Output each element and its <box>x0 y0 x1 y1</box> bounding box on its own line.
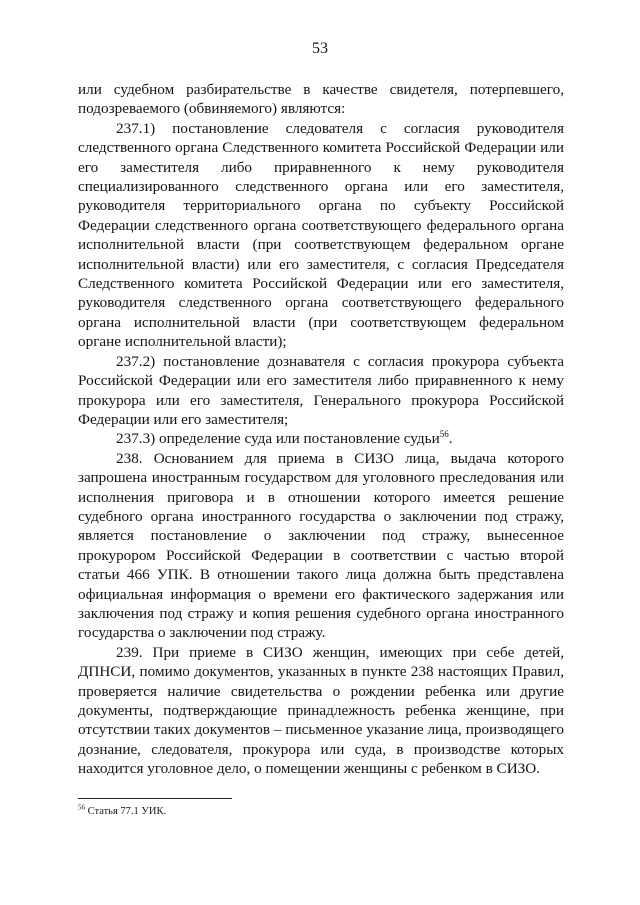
page-number: 53 <box>312 40 328 57</box>
footnote-divider <box>78 798 232 799</box>
footnote-number: 56 <box>78 803 85 812</box>
paragraph-237-3 <box>78 429 564 448</box>
paragraph-237-3-end: . <box>448 430 453 448</box>
paragraph-238: 238. Основанием для приема в СИЗО лица, выдача которого запрошена иностранным государством для уголовного преследования или исполнения приговора и в отношении которого имеется решение судебного органа иностранного государства о заключении под стражу, является постановление о заключении под стражу, вынесенное прокурором Российской Федерации в соответствии с частью второй статьи 466 УПК. В отношении такого лица должна быть представлена официальная информация о времени его фактического задержания или заключения под стражу и копия решения судебного органа иностранного государства о заключении под стражу. <box>78 449 564 642</box>
footnote-reference[interactable]: 56 <box>439 429 449 440</box>
paragraph-intro: или судебном разбирательстве в качестве свидетеля, потерпевшего, подозреваемого (обвиняемого) являются: <box>78 81 564 118</box>
paragraph-237-3-text: 237.3) определение суда или постановление судьи <box>116 430 440 448</box>
paragraph-239: 239. При приеме в СИЗО женщин, имеющих при себе детей, ДПНСИ, помимо документов, указанных в пункте 238 настоящих Правил, проверяется наличие свидетельства о рождении ребенка или другие документы, подтверждающие принадлежность ребенка женщине, при отсутствии таких документов – письменное указание лица, производящего дознание, следователя, прокурора или суда, в производстве которых находится уголовное дело, о помещении женщины с ребенком в СИЗО. <box>78 643 564 778</box>
paragraph-237-2: 237.2) постановление дознавателя с согласия прокурора субъекта Российской Федерации или его заместителя либо приравненного к нему прокурора или его заместителя, Генерального прокурора Российской Федерации или его заместителя; <box>78 352 564 428</box>
footnote-text: Статья 77.1 УИК. <box>85 806 167 817</box>
body-text <box>78 80 564 779</box>
footnote <box>78 805 166 818</box>
paragraph-237-1: 237.1) постановление следователя с согласия руководителя следственного органа Следственного комитета Российской Федерации или его заместителя либо приравненного к нему руководителя специализированного следственного органа или его заместителя, руководителя территориального органа по субъекту Российской Федерации следственного органа соответствующего федерального органа исполнительной власти (при соответствующем федеральном органе исполнительной власти) или его заместителя, с согласия Председателя Следственного комитета Российской Федерации или его заместителя, руководителя следственного органа соответствующего федерального органа исполнительной власти (при соответствующем федеральном органе исполнительной власти); <box>78 119 564 351</box>
